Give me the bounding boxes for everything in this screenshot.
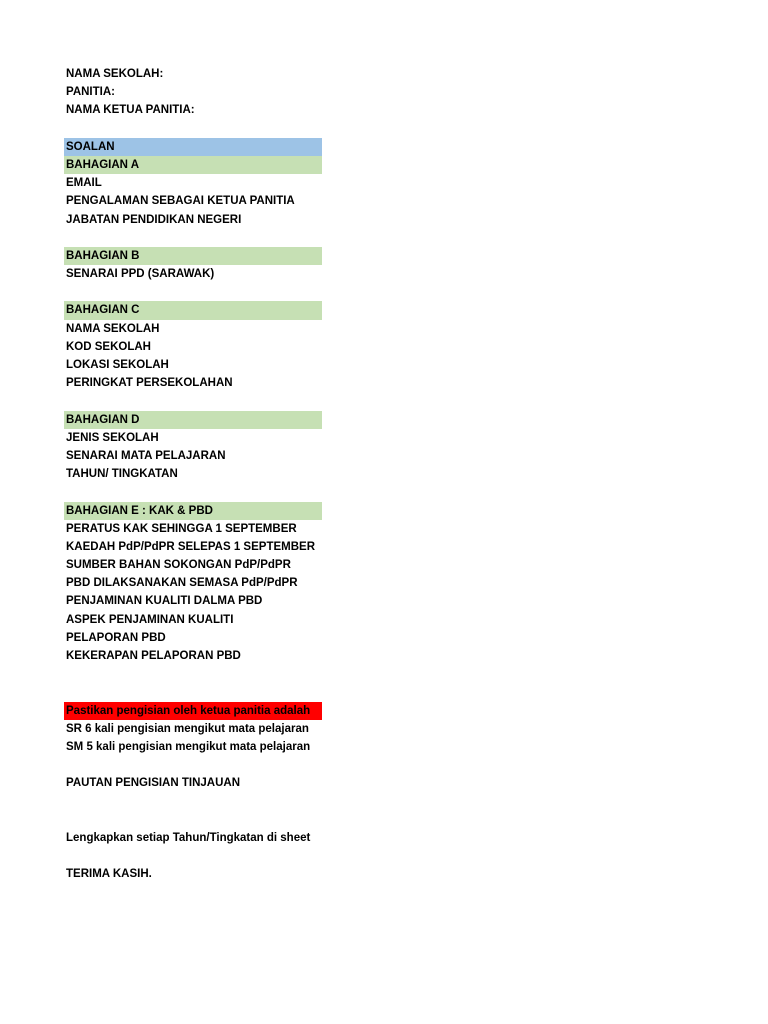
blank-row: [64, 229, 322, 247]
blank-row: [64, 283, 322, 301]
bahagian-c-item: LOKASI SEKOLAH: [66, 359, 169, 371]
nama-sekolah-label: NAMA SEKOLAH:: [66, 68, 164, 80]
bahagian-e-item: PERATUS KAK SEHINGGA 1 SEPTEMBER: [66, 522, 297, 535]
bahagian-a-header: BAHAGIAN A: [64, 156, 322, 174]
bahagian-e-item: ASPEK PENJAMINAN KUALITI: [66, 613, 234, 626]
panitia-label: PANITIA:: [66, 86, 115, 99]
bahagian-a-item: JABATAN PENDIDIKAN NEGERI: [66, 213, 242, 226]
bahagian-b-header: BAHAGIAN B: [64, 247, 322, 265]
bahagian-e-item: KEKERAPAN PELAPORAN PBD: [66, 650, 241, 662]
bahagian-e-item: PBD DILAKSANAKAN SEMASA PdP/PdPR: [66, 577, 298, 590]
blank-row: [64, 392, 322, 410]
blank-row: [64, 756, 322, 774]
lengkapkan-note: Lengkapkan setiap Tahun/Tingkatan di sheet: [66, 831, 311, 844]
bahagian-c-item: NAMA SEKOLAH: [66, 322, 160, 335]
pautan-label: PAUTAN PENGISIAN TINJAUAN: [66, 777, 240, 790]
sm-note: SM 5 kali pengisian mengikut mata pelajaran: [66, 740, 311, 753]
blank-row: [64, 811, 322, 829]
bahagian-d-item: JENIS SEKOLAH: [66, 431, 159, 444]
bahagian-d-item: SENARAI MATA PELAJARAN: [66, 449, 226, 462]
terima-kasih-text: TERIMA KASIH.: [66, 868, 152, 881]
soalan-header: SOALAN: [64, 138, 322, 156]
bahagian-c-item: KOD SEKOLAH: [66, 340, 151, 353]
bahagian-c-header: BAHAGIAN C: [64, 301, 322, 319]
bahagian-a-item: EMAIL: [66, 177, 102, 190]
bahagian-e-item: SUMBER BAHAN SOKONGAN PdP/PdPR: [66, 559, 291, 572]
bahagian-a-item: PENGALAMAN SEBAGAI KETUA PANITIA: [66, 195, 295, 208]
blank-row: [64, 847, 322, 865]
spreadsheet-sheet: [64, 65, 322, 883]
bahagian-d-header: BAHAGIAN D: [64, 411, 322, 429]
bahagian-d-item: TAHUN/ TINGKATAN: [66, 468, 178, 481]
nama-ketua-panitia-label: NAMA KETUA PANITIA:: [66, 104, 195, 117]
bahagian-c-item: PERINGKAT PERSEKOLAHAN: [66, 377, 233, 390]
warning-note: Pastikan pengisian oleh ketua panitia adalah: [64, 702, 322, 720]
bahagian-e-item: PENJAMINAN KUALITI DALMA PBD: [66, 595, 263, 608]
blank-row: [64, 120, 322, 138]
blank-row: [64, 665, 322, 683]
blank-row: [64, 683, 322, 701]
blank-row: [64, 793, 322, 811]
bahagian-e-item: PELAPORAN PBD: [66, 631, 166, 644]
blank-row: [64, 483, 322, 501]
bahagian-e-header: BAHAGIAN E : KAK & PBD: [64, 502, 322, 520]
sr-note: SR 6 kali pengisian mengikut mata pelajaran: [66, 722, 309, 735]
bahagian-e-item: KAEDAH PdP/PdPR SELEPAS 1 SEPTEMBER: [66, 540, 315, 553]
bahagian-b-item: SENARAI PPD (SARAWAK): [66, 268, 215, 281]
